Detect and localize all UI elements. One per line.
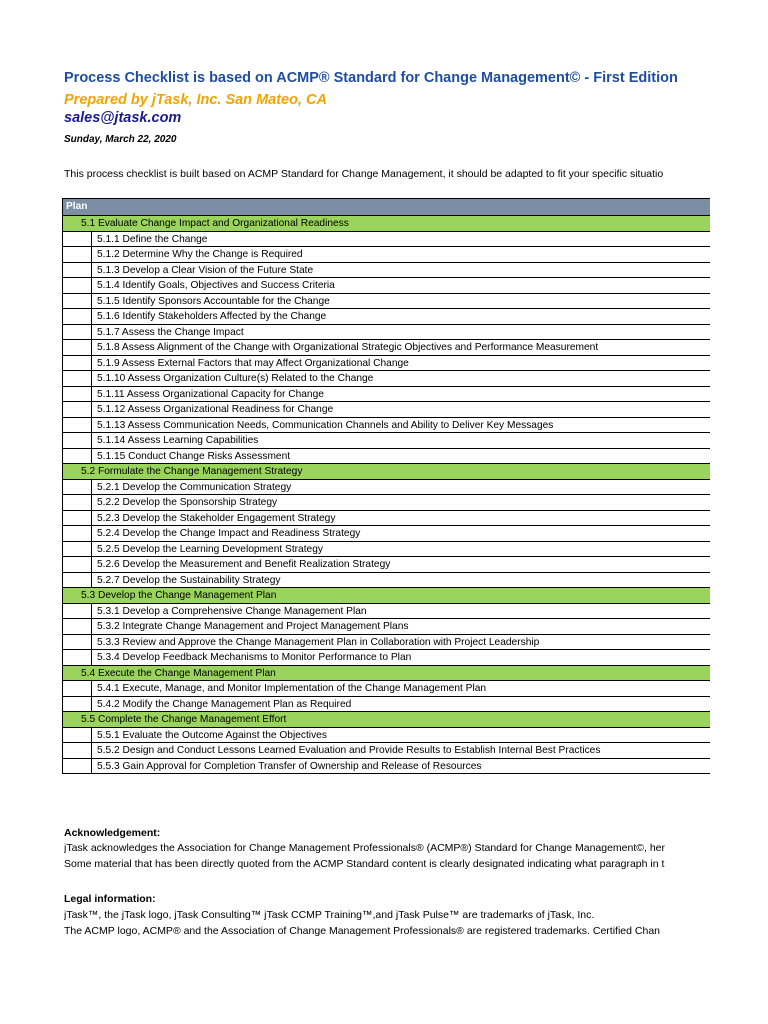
acknowledgement-heading: Acknowledgement: bbox=[64, 827, 161, 839]
checklist-item bbox=[63, 418, 710, 434]
checklist-item bbox=[63, 340, 710, 356]
checklist-item-label: 5.4.2 Modify the Change Management Plan as Required bbox=[97, 698, 352, 710]
checklist-item-label: 5.4.1 Execute, Manage, and Monitor Implementation of the Change Management Plan bbox=[97, 683, 487, 694]
checklist-item bbox=[63, 604, 710, 620]
checklist-item bbox=[63, 495, 710, 511]
checklist-item bbox=[63, 309, 710, 325]
acknowledgement-line-1: jTask acknowledges the Association for Change Management Professionals® (ACMP®) Standard for Change Management©, her bbox=[64, 842, 666, 854]
checklist-item bbox=[63, 278, 710, 294]
checklist-item-label: 5.2.2 Develop the Sponsorship Strategy bbox=[97, 497, 278, 508]
section-header: 5.1 Evaluate Change Impact and Organizational Readiness bbox=[63, 216, 710, 232]
checklist-item bbox=[63, 759, 710, 775]
checklist-item bbox=[63, 542, 710, 558]
checklist-item-label: 5.2.3 Develop the Stakeholder Engagement Strategy bbox=[97, 512, 336, 524]
checklist-item-label: 5.5.1 Evaluate the Outcome Against the Objectives bbox=[97, 729, 327, 741]
checklist-item-label: 5.3.2 Integrate Change Management and Project Management Plans bbox=[97, 621, 409, 632]
checklist-item-label: 5.1.4 Identify Goals, Objectives and Success Criteria bbox=[97, 280, 335, 291]
checklist-item-label: 5.1.10 Assess Organization Culture(s) Related to the Change bbox=[97, 373, 374, 384]
legal-line-1: jTask™, the jTask logo, jTask Consulting™ jTask CCMP Training™,and jTask Pulse™ are trademarks of jTask, Inc. bbox=[64, 909, 595, 921]
checklist-item-label: 5.1.7 Assess the Change Impact bbox=[97, 326, 244, 338]
document-date: Sunday, March 22, 2020 bbox=[64, 134, 177, 145]
checklist-item bbox=[63, 619, 710, 635]
checklist-item-label: 5.1.15 Conduct Change Risks Assessment bbox=[97, 450, 291, 462]
checklist-item-label: 5.1.13 Assess Communication Needs, Communication Channels and Ability to Deliver Key Messages bbox=[97, 419, 554, 431]
checklist-item bbox=[63, 247, 710, 263]
section-header: 5.5 Complete the Change Management Effort bbox=[63, 712, 710, 728]
checklist-item bbox=[63, 387, 710, 403]
checklist-item-label: 5.1.5 Identify Sponsors Accountable for the Change bbox=[97, 295, 330, 307]
checklist-item-label: 5.2.6 Develop the Measurement and Benefit Realization Strategy bbox=[97, 559, 391, 570]
checklist-item bbox=[63, 511, 710, 527]
checklist-item bbox=[63, 449, 710, 465]
checklist-item bbox=[63, 294, 710, 310]
checklist-item bbox=[63, 433, 710, 449]
checklist-item bbox=[63, 635, 710, 651]
checklist-item-label: 5.1.3 Develop a Clear Vision of the Future State bbox=[97, 264, 314, 276]
checklist-item-label: 5.2.5 Develop the Learning Development Strategy bbox=[97, 543, 323, 555]
acknowledgement-line-2: Some material that has been directly quoted from the ACMP Standard content is clearly designated indicating what paragraph in t bbox=[64, 858, 665, 870]
checklist-item bbox=[63, 402, 710, 418]
contact-email[interactable]: sales@jtask.com bbox=[64, 110, 182, 126]
checklist-item-label: 5.1.2 Determine Why the Change is Required bbox=[97, 249, 303, 260]
checklist-item bbox=[63, 263, 710, 279]
section-header: 5.4 Execute the Change Management Plan bbox=[63, 666, 710, 682]
checklist-item-label: 5.1.6 Identify Stakeholders Affected by the Change bbox=[97, 311, 327, 322]
checklist-item-label: 5.2.1 Develop the Communication Strategy bbox=[97, 481, 292, 493]
checklist-item bbox=[63, 728, 710, 744]
checklist-item-label: 5.5.3 Gain Approval for Completion Transfer of Ownership and Release of Resources bbox=[97, 760, 482, 772]
checklist-item bbox=[63, 681, 710, 697]
checklist-item bbox=[63, 232, 710, 248]
checklist-item bbox=[63, 573, 710, 589]
checklist-item-label: 5.1.9 Assess External Factors that may Affect Organizational Change bbox=[97, 357, 409, 369]
checklist-item bbox=[63, 480, 710, 496]
checklist-item-label: 5.5.2 Design and Conduct Lessons Learned Evaluation and Provide Results to Establish Internal Best Practices bbox=[97, 745, 601, 756]
legal-heading: Legal information: bbox=[64, 893, 156, 905]
legal-line-2: The ACMP logo, ACMP® and the Association of Change Management Professionals® are registered trademarks. Certified Chan bbox=[64, 925, 661, 937]
checklist-item bbox=[63, 743, 710, 759]
phase-header: Plan bbox=[63, 199, 710, 216]
checklist-item-label: 5.2.4 Develop the Change Impact and Readiness Strategy bbox=[97, 528, 361, 539]
section-header: 5.2 Formulate the Change Management Strategy bbox=[63, 464, 710, 480]
checklist-item bbox=[63, 356, 710, 372]
checklist-table bbox=[62, 198, 710, 774]
checklist-item bbox=[63, 325, 710, 341]
checklist-item-label: 5.1.14 Assess Learning Capabilities bbox=[97, 435, 259, 446]
checklist-item bbox=[63, 697, 710, 713]
checklist-item-label: 5.1.12 Assess Organizational Readiness for Change bbox=[97, 404, 334, 415]
prepared-by: Prepared by jTask, Inc. San Mateo, CA bbox=[64, 92, 327, 108]
checklist-item-label: 5.3.1 Develop a Comprehensive Change Management Plan bbox=[97, 605, 367, 617]
section-header: 5.3 Develop the Change Management Plan bbox=[63, 588, 710, 604]
checklist-item-label: 5.2.7 Develop the Sustainability Strategy bbox=[97, 574, 281, 586]
checklist-item bbox=[63, 526, 710, 542]
intro-text: This process checklist is built based on ACMP Standard for Change Management, it should be adapted to fit your specific situatio bbox=[64, 168, 664, 180]
checklist-item bbox=[63, 650, 710, 666]
checklist-item-label: 5.1.11 Assess Organizational Capacity for Change bbox=[97, 388, 324, 400]
checklist-item-label: 5.1.8 Assess Alignment of the Change with Organizational Strategic Objectives and Performance Measurement bbox=[97, 342, 599, 353]
document-title: Process Checklist is based on ACMP® Standard for Change Management© - First Edition bbox=[64, 70, 678, 86]
checklist-item bbox=[63, 557, 710, 573]
checklist-item bbox=[63, 371, 710, 387]
checklist-item-label: 5.1.1 Define the Change bbox=[97, 233, 208, 245]
checklist-item-label: 5.3.4 Develop Feedback Mechanisms to Monitor Performance to Plan bbox=[97, 652, 412, 663]
checklist-item-label: 5.3.3 Review and Approve the Change Management Plan in Collaboration with Project Leadership bbox=[97, 636, 540, 648]
